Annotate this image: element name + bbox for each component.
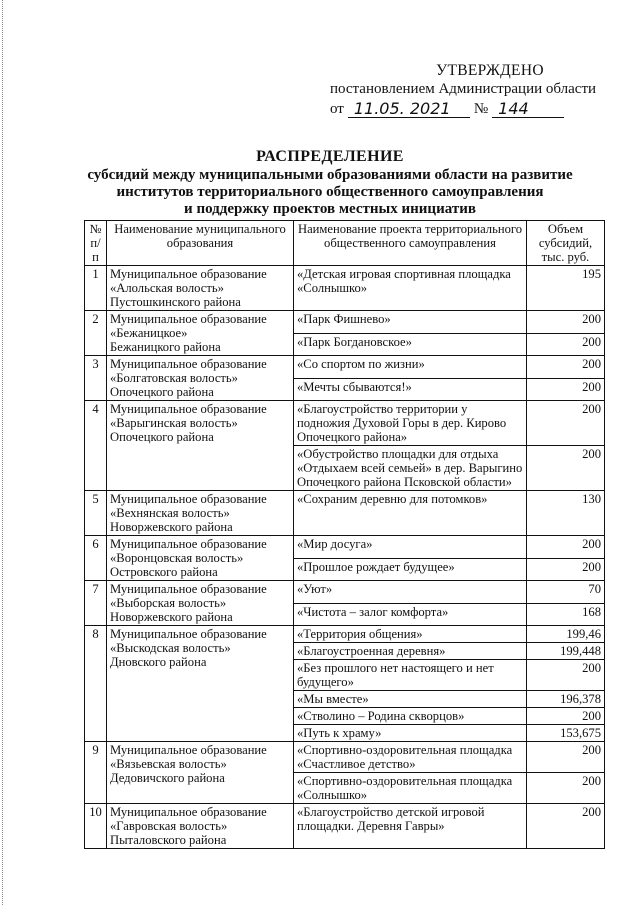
row-number: 2: [85, 311, 107, 356]
title-main: РАСПРЕДЕЛЕНИЕ: [256, 148, 404, 165]
municipality-line: Пустошкинского района: [110, 295, 241, 309]
municipality-line: «Выскодская волость»: [110, 641, 231, 655]
project-name: «Спортивно-оздоровительная площадка «Солнышко»: [294, 773, 527, 804]
municipality-line: Дедовичского района: [110, 771, 225, 785]
title-line-3: и поддержку проектов местных инициатив: [184, 201, 476, 217]
subsidy-amount: 200: [527, 742, 605, 773]
project-name: «Мечты сбываются!»: [294, 378, 527, 401]
municipality-cell: [107, 536, 294, 581]
approved-heading: УТВЕРЖДЕНО: [436, 62, 544, 79]
row-number: 5: [85, 491, 107, 536]
row-number: 4: [85, 401, 107, 491]
project-name: «Прошлое рождает будущее»: [294, 558, 527, 581]
project-name: «Без прошлого нет настоящего и нет будущего»: [294, 660, 527, 691]
municipality-line: Муниципальное образование: [110, 805, 267, 819]
municipality-line: «Алольская волость»: [110, 281, 224, 295]
municipality-line: Муниципальное образование: [110, 312, 267, 326]
table-row: [85, 536, 605, 559]
municipality-line: Дновского района: [110, 655, 207, 669]
municipality-cell: [107, 626, 294, 742]
project-name: «Территория общения»: [294, 626, 527, 643]
subsidy-amount: 199,46: [527, 626, 605, 643]
subsidy-amount: 200: [527, 773, 605, 804]
row-number: 7: [85, 581, 107, 626]
municipality-cell: [107, 491, 294, 536]
project-name: «Благоустройство детской игровой площадки. Деревня Гавры»: [294, 804, 527, 849]
table-header-row: [85, 221, 605, 266]
project-name: «Со спортом по жизни»: [294, 356, 527, 379]
project-name: «Благоустроенная деревня»: [294, 643, 527, 660]
subsidy-amount: 200: [527, 804, 605, 849]
project-name: «Парк Богдановское»: [294, 333, 527, 356]
table-row: [85, 356, 605, 379]
project-name: «Детская игровая спортивная площадка «Солнышко»: [294, 266, 527, 311]
approval-stamp: [330, 62, 620, 118]
header-num: № п/п: [85, 221, 107, 266]
project-name: «Сохраним деревню для потомков»: [294, 491, 527, 536]
table-row: [85, 311, 605, 334]
subsidy-amount: 196,378: [527, 691, 605, 708]
municipality-cell: [107, 356, 294, 401]
row-number: 3: [85, 356, 107, 401]
municipality-cell: [107, 742, 294, 804]
municipality-cell: [107, 401, 294, 491]
municipality-cell: [107, 804, 294, 849]
municipality-line: Муниципальное образование: [110, 627, 267, 641]
municipality-line: Новоржевского района: [110, 610, 233, 624]
approval-date: 11.05. 2021: [348, 101, 470, 118]
project-name: «Мир досуга»: [294, 536, 527, 559]
subsidy-amount: 200: [527, 660, 605, 691]
municipality-line: «Бежаницкое»: [110, 326, 188, 340]
page-left-dotted-edge: [2, 0, 5, 905]
table-body: [85, 266, 605, 849]
project-name: «Чистота – залог комфорта»: [294, 603, 527, 626]
from-label: от: [330, 101, 344, 117]
municipality-line: «Гавровская волость»: [110, 819, 228, 833]
municipality-line: Бежаницкого района: [110, 340, 221, 354]
table-row: [85, 804, 605, 849]
row-number: 1: [85, 266, 107, 311]
municipality-line: «Воронцовская волость»: [110, 551, 244, 565]
document-title: [60, 148, 600, 218]
table-row: [85, 491, 605, 536]
municipality-line: Муниципальное образование: [110, 402, 267, 416]
municipality-line: Опочецкого района: [110, 385, 214, 399]
municipality-line: «Выборская волость»: [110, 596, 227, 610]
subsidy-amount: 200: [527, 333, 605, 356]
project-name: «Путь к храму»: [294, 725, 527, 742]
municipality-cell: [107, 311, 294, 356]
municipality-line: Муниципальное образование: [110, 492, 267, 506]
table-row: [85, 742, 605, 773]
municipality-line: «Варыгинская волость»: [110, 416, 238, 430]
subsidy-amount: 200: [527, 311, 605, 334]
approval-number: 144: [492, 101, 564, 118]
subsidy-amount: 200: [527, 558, 605, 581]
approved-by: постановлением Администрации области: [330, 81, 597, 97]
municipality-line: Муниципальное образование: [110, 357, 267, 371]
subsidy-amount: 168: [527, 603, 605, 626]
project-name: «Парк Фишнево»: [294, 311, 527, 334]
table-row: [85, 401, 605, 446]
municipality-line: «Вязьевская волость»: [110, 757, 227, 771]
subsidy-amount: 200: [527, 708, 605, 725]
subsidy-amount: 200: [527, 536, 605, 559]
subsidy-amount: 195: [527, 266, 605, 311]
municipality-line: Новоржевского района: [110, 520, 233, 534]
municipality-cell: [107, 581, 294, 626]
subsidy-amount: 200: [527, 446, 605, 491]
subsidy-amount: 200: [527, 401, 605, 446]
municipality-line: Муниципальное образование: [110, 537, 267, 551]
project-name: «Уют»: [294, 581, 527, 604]
subsidy-amount: 70: [527, 581, 605, 604]
subsidy-amount: 130: [527, 491, 605, 536]
header-mo: Наименование муниципального образования: [107, 221, 294, 266]
row-number: 6: [85, 536, 107, 581]
header-project: Наименование проекта территориального общественного самоуправления: [294, 221, 527, 266]
header-amount: Объем субсидий, тыс. руб.: [527, 221, 605, 266]
subsidy-amount: 200: [527, 356, 605, 379]
title-line-2: институтов территориального общественного самоуправления: [116, 184, 544, 200]
municipality-line: Пыталовского района: [110, 833, 227, 847]
project-name: «Благоустройство территории у подножия Духовой Горы в дер. Кирово Опочецкого района»: [294, 401, 527, 446]
project-name: «Стволино – Родина скворцов»: [294, 708, 527, 725]
table-row: [85, 266, 605, 311]
row-number: 10: [85, 804, 107, 849]
municipality-line: Островского района: [110, 565, 218, 579]
municipality-line: Опочецкого района: [110, 430, 214, 444]
table-row: [85, 581, 605, 604]
subsidy-amount: 153,675: [527, 725, 605, 742]
title-line-1: субсидий между муниципальными образованиями области на развитие: [87, 167, 573, 183]
table-row: [85, 626, 605, 643]
subsidy-amount: 199,448: [527, 643, 605, 660]
municipality-line: Муниципальное образование: [110, 743, 267, 757]
project-name: «Спортивно-оздоровительная площадка «Счастливое детство»: [294, 742, 527, 773]
row-number: 9: [85, 742, 107, 804]
municipality-line: «Болгатовская волость»: [110, 371, 238, 385]
subsidy-amount: 200: [527, 378, 605, 401]
municipality-line: Муниципальное образование: [110, 267, 267, 281]
municipality-line: Муниципальное образование: [110, 582, 267, 596]
project-name: «Мы вместе»: [294, 691, 527, 708]
municipality-line: «Вехнянская волость»: [110, 506, 230, 520]
subsidy-table: [84, 220, 605, 849]
number-label: №: [473, 101, 489, 117]
row-number: 8: [85, 626, 107, 742]
project-name: «Обустройство площадки для отдыха «Отдыхаем всей семьей» в дер. Варыгино Опочецкого района Псковской области»: [294, 446, 527, 491]
municipality-cell: [107, 266, 294, 311]
approval-date-line: [330, 100, 620, 118]
